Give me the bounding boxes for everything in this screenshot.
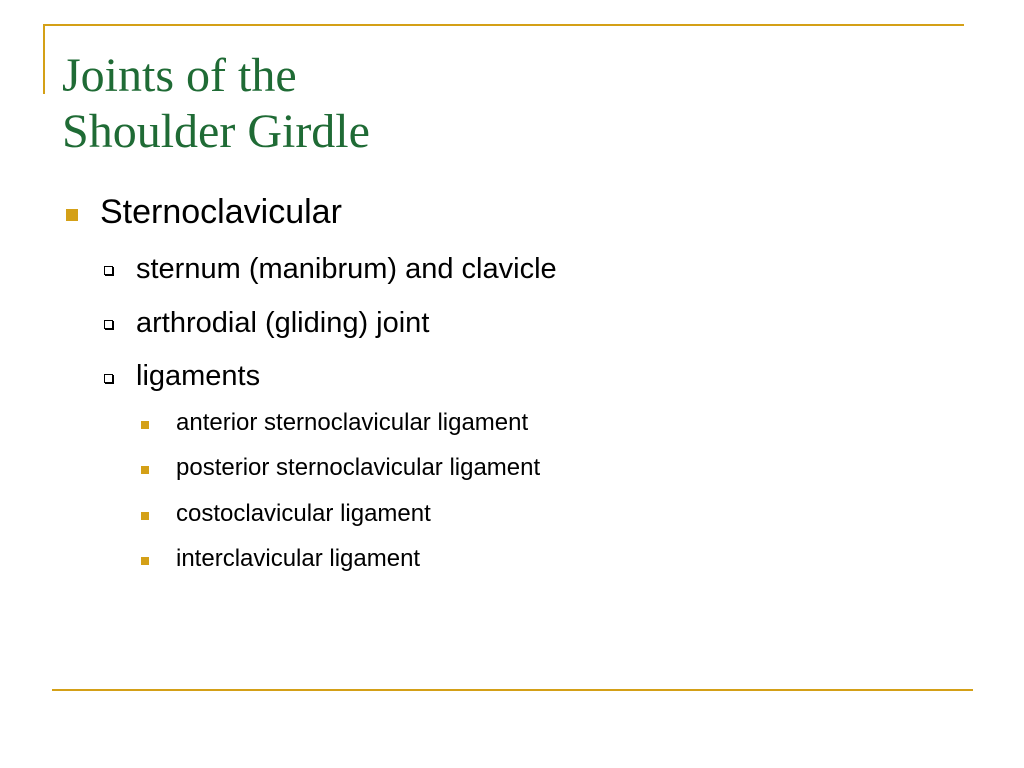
hollow-square-bullet-icon [104,374,113,383]
filled-square-bullet-icon [141,512,149,520]
title-line-2: Shoulder Girdle [62,105,370,158]
bullet-level3-item: posterior sternoclavicular ligament [176,454,541,481]
filled-square-bullet-icon [141,557,149,565]
bullet-level2-item: sternum (manibrum) and clavicle [136,253,557,285]
filled-square-bullet-icon [66,209,78,221]
bullet-level3-item: anterior sternoclavicular ligament [176,409,529,436]
title-line-1: Joints of the [62,49,297,102]
bullet-level2-item: ligaments [136,360,261,392]
hollow-square-bullet-icon [104,266,113,275]
filled-square-bullet-icon [141,421,149,429]
bullet-level2-item: arthrodial (gliding) joint [136,307,430,339]
hollow-square-bullet-icon [104,320,113,329]
bullet-level3-item: interclavicular ligament [176,545,421,572]
filled-square-bullet-icon [141,466,149,474]
bullet-level1-sternoclavicular: Sternoclavicular [100,193,342,231]
bullet-level3-item: costoclavicular ligament [176,500,431,527]
